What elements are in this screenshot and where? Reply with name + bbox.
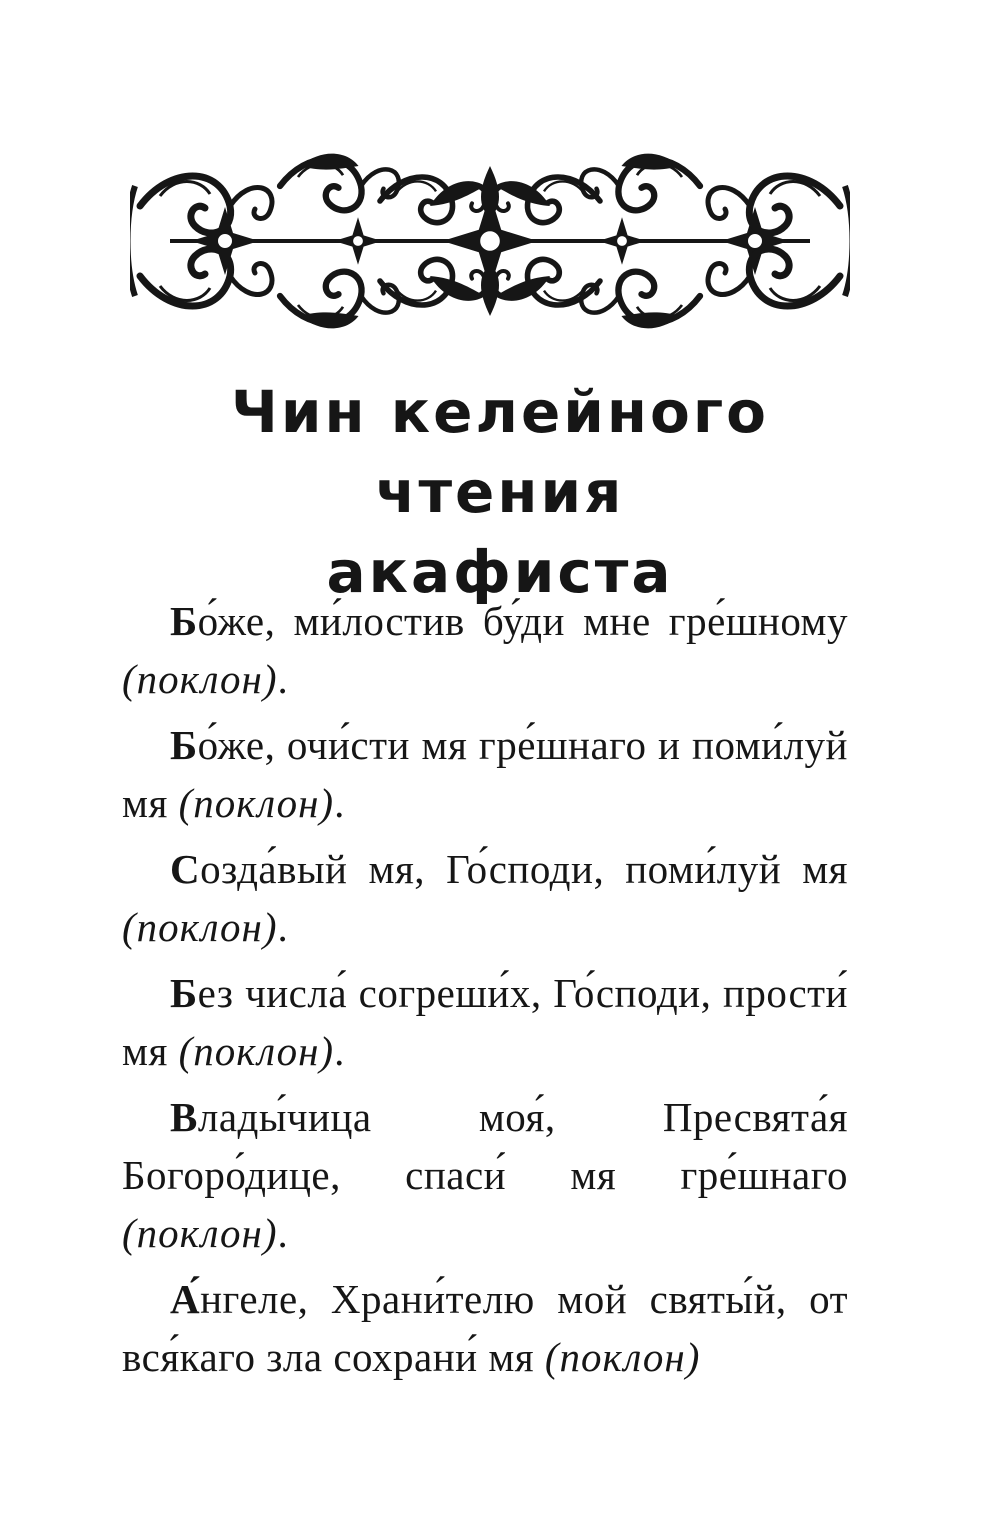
rubric-note: (поклон)	[122, 656, 278, 702]
drop-initial: С	[170, 846, 201, 892]
rubric-note: (поклон)	[122, 1210, 278, 1256]
prayer-list	[122, 592, 848, 1394]
page-title	[120, 372, 880, 612]
prayer-text: лады́чица моя́, Пресвята́я Богоро́дице, спаси́ мя гре́шнаго	[122, 1094, 848, 1198]
drop-initial: А́	[170, 1276, 201, 1322]
drop-initial: В	[170, 1094, 198, 1140]
prayer-end: .	[277, 656, 289, 702]
prayer-text: озда́вый мя, Го́споди, поми́луй мя	[200, 846, 848, 892]
prayer-end: .	[277, 904, 289, 950]
rubric-note: (поклон)	[178, 780, 335, 826]
prayer-paragraph	[122, 1088, 848, 1262]
title-line-1: Чин келейного чтения	[230, 378, 769, 526]
prayer-paragraph	[122, 716, 848, 832]
prayer-paragraph	[122, 840, 848, 956]
drop-initial: Б	[170, 722, 198, 768]
prayer-paragraph	[122, 964, 848, 1080]
title-line-2: акафиста	[326, 538, 674, 606]
prayer-text: о́же, ми́лостив бу́ди мне гре́шному	[197, 598, 848, 644]
prayer-paragraph	[122, 592, 848, 708]
drop-initial: Б	[170, 970, 198, 1016]
rubric-note: (поклон)	[544, 1334, 701, 1380]
prayer-text: нгеле, Храни́телю мой святы́й, от вся́каго зла сохрани́ мя	[122, 1276, 848, 1380]
prayer-text: ез числа́ согреши́х, Го́споди, прости́ мя	[122, 970, 848, 1074]
prayer-paragraph	[122, 1270, 848, 1386]
prayer-end: .	[334, 1028, 345, 1074]
prayer-end: .	[334, 780, 345, 826]
rubric-note: (поклон)	[122, 904, 278, 950]
drop-initial: Б	[170, 598, 198, 644]
prayer-text: о́же, очи́сти мя гре́шнаго и поми́луй мя	[122, 722, 848, 826]
prayer-end: .	[277, 1210, 289, 1256]
rubric-note: (поклон)	[178, 1028, 335, 1074]
floral-headpiece-ornament	[130, 146, 850, 336]
